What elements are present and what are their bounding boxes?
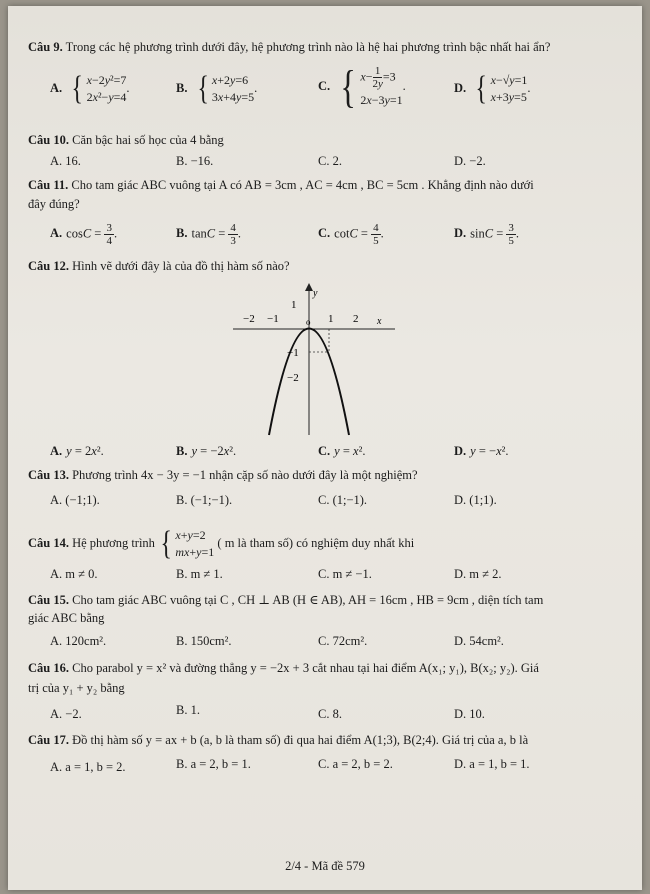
question-16-line-2: trị của y₁ + y₂ bằng [28, 681, 125, 695]
q16-option-c[interactable]: C. 8. [318, 707, 342, 721]
equation-system: { x−2y²=7 2x²−y=4 [71, 70, 127, 107]
q9-option-b[interactable]: B. { x+2y=6 3x+4y=5 . [176, 70, 258, 107]
q9-option-d[interactable]: D. { x−√y=1 x+3y=5 . [454, 70, 531, 107]
question-9 [28, 40, 550, 55]
q15-option-d[interactable]: D. 54cm². [454, 634, 504, 648]
q17-option-c[interactable]: C. a = 2, b = 2. [318, 757, 393, 771]
q11-option-a[interactable]: A. cosC = $\frac{3}{4}$ . [50, 222, 118, 247]
question-10: Câu 10. Căn bậc hai số học của 4 bằng [28, 133, 224, 147]
equation-system: { x−√y=1 x+3y=5 [475, 70, 528, 107]
q12-option-a[interactable]: A. y = 2x². [50, 444, 104, 458]
question-11: Câu 11. Cho tam giác ABC vuông tại A có AB = 3cm , AC = 4cm , BC = 5cm . Khẳng định nào dưới [28, 178, 534, 192]
question-14: Câu 14. Hệ phương trình { x+y=2 mx+y=1 ( m là tham số) có nghiệm duy nhất khi [28, 525, 415, 562]
q17-option-a[interactable]: A. a = 1, b = 2. [50, 760, 126, 774]
q17-option-d[interactable]: D. a = 1, b = 1. [454, 757, 530, 771]
q11-option-d[interactable]: D. sinC = $\frac{3}{5}$ . [454, 222, 520, 247]
q12-option-b[interactable]: B. y = −2x². [176, 444, 237, 458]
q12-option-d[interactable]: D. y = −x². [454, 444, 509, 458]
q11-option-b[interactable]: B. tanC = $\frac{4}{3}$ . [176, 222, 242, 247]
q13-option-d[interactable]: D. (1;1). [454, 493, 497, 507]
x-tick-label: 2 [353, 313, 359, 325]
q14-option-d[interactable]: D. m ≠ 2. [454, 567, 502, 581]
origin-label: o [306, 317, 311, 327]
equation-system: { x− $\frac{1}{2y}$ =3 2x−3y=1 [340, 61, 403, 112]
question-label: Câu 9. [28, 40, 63, 54]
q11-option-c[interactable]: C. cotC = $\frac{4}{5}$ . [318, 222, 384, 247]
y-tick-label: −1 [287, 347, 299, 359]
q14-option-a[interactable]: A. m ≠ 0. [50, 567, 98, 581]
question-text: Trong các hệ phương trình dưới đây, hệ phương trình nào là hệ hai phương trình bậc nhất hai ẩn? [65, 40, 551, 54]
q13-option-b[interactable]: B. (−1;−1). [176, 493, 233, 507]
q10-option-d[interactable]: D. −2. [454, 154, 486, 168]
question-12: Câu 12. Hình vẽ dưới đây là của đồ thị hàm số nào? [28, 259, 290, 273]
q15-option-c[interactable]: C. 72cm². [318, 634, 368, 648]
q10-option-c[interactable]: C. 2. [318, 154, 342, 168]
q14-option-c[interactable]: C. m ≠ −1. [318, 567, 372, 581]
q10-option-a[interactable]: A. 16. [50, 154, 81, 168]
y-axis-arrow [305, 283, 313, 291]
q17-option-b[interactable]: B. a = 2, b = 1. [176, 757, 251, 771]
x-tick-label: −2 [243, 313, 255, 325]
question-11-line-2: đây đúng? [28, 197, 80, 211]
q13-option-a[interactable]: A. (−1;1). [50, 493, 100, 507]
q16-option-d[interactable]: D. 10. [454, 707, 485, 721]
page-footer: 2/4 - Mã đề 579 [285, 859, 365, 873]
x-axis-label: x [377, 316, 382, 327]
q14-option-b[interactable]: B. m ≠ 1. [176, 567, 223, 581]
y-tick-label: 1 [291, 299, 297, 311]
q12-option-c[interactable]: C. y = x². [318, 444, 366, 458]
question-15-line-2: giác ABC bằng [28, 611, 105, 625]
y-tick-label: −2 [287, 372, 299, 384]
parabola-graph [225, 280, 405, 440]
q9-option-a[interactable]: A. { x−2y²=7 2x²−y=4 . [50, 70, 130, 107]
equation-system: { x+y=2 mx+y=1 [160, 525, 215, 562]
q13-option-c[interactable]: C. (1;−1). [318, 493, 368, 507]
question-17: Câu 17. Đồ thị hàm số y = ax + b (a, b là tham số) đi qua hai điểm A(1;3), B(2;4). Giá trị của a, b là [28, 733, 529, 747]
q16-option-b[interactable]: B. 1. [176, 703, 200, 717]
question-15: Câu 15. Cho tam giác ABC vuông tại C , CH ⊥ AB (H ∈ AB), AH = 16cm , HB = 9cm , diện tích tam [28, 593, 544, 607]
q15-option-b[interactable]: B. 150cm². [176, 634, 232, 648]
x-tick-label: 1 [328, 313, 334, 325]
q9-option-c[interactable]: C. { x− $\frac{1}{2y}$ =3 2x−3y=1 . [318, 61, 406, 112]
q10-option-b[interactable]: B. −16. [176, 154, 214, 168]
question-13: Câu 13. Phương trình 4x − 3y = −1 nhận cặp số nào dưới đây là một nghiệm? [28, 468, 418, 482]
x-tick-label: −1 [267, 313, 279, 325]
question-16: Câu 16. Cho parabol y = x² và đường thẳng y = −2x + 3 cắt nhau tại hai điểm A(x₁; y₁), B(x₂; y₂). Giá [28, 661, 539, 675]
y-axis-label: y [313, 288, 318, 299]
q16-option-a[interactable]: A. −2. [50, 707, 82, 721]
equation-system: { x+2y=6 3x+4y=5 [197, 70, 255, 107]
q15-option-a[interactable]: A. 120cm². [50, 634, 107, 648]
